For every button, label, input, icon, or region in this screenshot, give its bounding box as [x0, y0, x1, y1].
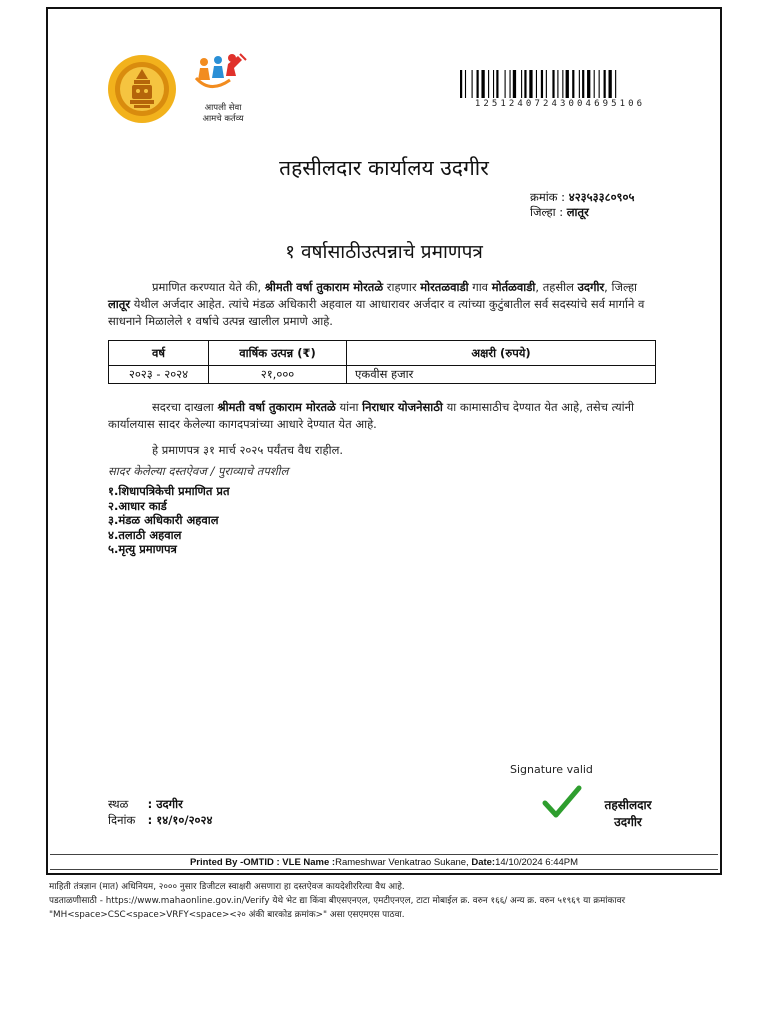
certificate-title: १ वर्षासाठीउत्पन्नाचे प्रमाणपत्र — [285, 241, 483, 263]
intro-text-5: , जिल्हा — [604, 280, 638, 294]
purpose-applicant-name: श्रीमती वर्षा तुकाराम मोरतळे — [217, 400, 336, 414]
barcode-bar — [579, 70, 580, 98]
divider — [50, 869, 718, 870]
barcode-bar — [546, 70, 547, 98]
divider — [50, 854, 718, 855]
barcode-bar — [513, 70, 516, 98]
barcode-bar — [460, 70, 462, 98]
list-item: १.शिधापत्रिकेची प्रमाणित प्रत — [108, 484, 230, 498]
barcode-bar — [557, 70, 558, 98]
serial-label: क्रमांक : — [530, 190, 566, 204]
barcode-bar — [481, 70, 484, 98]
documents-heading: सादर केलेल्या दस्तऐवज / पुराव्याचे तपशील — [108, 464, 289, 478]
serial-value: ४२३५३३८०९०५ — [568, 190, 635, 204]
barcode-bar — [524, 70, 526, 98]
barcode-bar — [594, 70, 595, 98]
brand-caption — [193, 103, 253, 125]
barcode-bar — [566, 70, 569, 98]
taluka-name: उदगीर — [577, 280, 605, 294]
printed-by-name: Rameshwar Venkatrao Sukane, — [335, 857, 469, 868]
barcode-bar — [529, 70, 532, 98]
place-row — [108, 797, 183, 812]
village-name: मोरतळवाडी — [420, 280, 469, 294]
brand-caption-line2: आमचे कर्तव्य — [202, 114, 244, 124]
barcode-bar — [521, 70, 522, 98]
column-header-income: वार्षिक उत्पन्न (₹) — [209, 341, 347, 366]
list-item: २.आधार कार्ड — [108, 498, 167, 513]
validity-text — [108, 442, 658, 459]
barcode-bar — [609, 70, 612, 98]
barcode-bar — [496, 70, 498, 98]
purpose-text-2: यांना — [339, 400, 359, 414]
district-value: लातूर — [566, 205, 589, 219]
barcode-bar — [536, 70, 537, 98]
barcode-bar — [615, 70, 616, 98]
serial-number — [530, 190, 635, 205]
place-label: स्थळ — [108, 797, 129, 811]
purpose-paragraph — [108, 399, 658, 433]
footer-line-3: "MH<space>CSC<space>VRFY<space><२० अंकी बारकोड क्रमांक>" असा एसएमएस पाठवा. — [49, 910, 405, 920]
printed-date-value: 14/10/2024 6:44PM — [495, 857, 579, 868]
barcode-bar — [587, 70, 590, 98]
date-row — [108, 813, 213, 828]
checkmark-icon — [542, 785, 582, 819]
printed-by-line — [50, 857, 718, 868]
footer-line-1: माहिती तंत्रज्ञान (मात) अधिनियम, २००० नुसार डिजीटल स्वाक्षरी असणारा हा दस्तऐवज कायदेशीररित्या वैध आहे. — [49, 882, 405, 892]
intro-text-4: , तहसील — [535, 280, 574, 294]
table-row — [109, 366, 656, 384]
list-item: ५.मृत्यु प्रमाणपत्र — [108, 542, 177, 556]
barcode-bar — [472, 70, 473, 98]
scheme-name: निराधार योजनेसाठी — [362, 400, 443, 414]
barcode-bar — [477, 70, 479, 98]
list-item: ३.मंडळ अधिकारी अहवाल — [108, 513, 219, 527]
column-header-words: अक्षरी (रुपये) — [347, 341, 656, 366]
column-header-year: वर्ष — [109, 341, 209, 366]
intro-paragraph — [108, 279, 658, 330]
signatory-office — [595, 797, 661, 831]
barcode-bar — [510, 70, 511, 98]
intro-text-1: प्रमाणित करण्यात येते की, — [152, 280, 262, 294]
aapli-seva-logo-icon — [190, 50, 250, 95]
footer-line-2: पडताळणीसाठी - https://www.mahaonline.gov.in/Verify येथे भेट द्या किंवा बीएसएनएल, एमटीएनएल, टाटा मोबाईल क्र. वरुन १६६/ अन्य क्र. वरुन ५१९६९ या क्रमांकावर — [49, 896, 626, 906]
purpose-text-1: सदरचा दाखला — [152, 400, 214, 414]
date-value: : १४/१०/२०२४ — [147, 813, 213, 827]
validity-statement: हे प्रमाणपत्र ३१ मार्च २०२५ पर्यंतच वैध राहील. — [152, 443, 344, 457]
district-row — [530, 205, 589, 220]
income-table-header — [109, 341, 656, 366]
signature-valid-label: Signature valid — [510, 763, 593, 776]
government-seal-icon — [106, 53, 178, 125]
barcode-bar — [465, 70, 466, 98]
purpose-text-3: या कामासाठीच देण्यात येत आहे, तसेच त्यांनी कार्यालयास सादर केलेल्या कागदपत्रांच्या आधारे देण्यात येत आहे. — [108, 400, 635, 431]
cell-year: २०२३ - २०२४ — [109, 366, 209, 384]
barcode-bar — [488, 70, 489, 98]
printed-by-label: Printed By -OMTID : VLE Name : — [189, 857, 336, 868]
cell-income: २१,००० — [209, 366, 347, 384]
barcode-number: 1251240724300469510​6 — [474, 99, 646, 109]
list-item: ४.तलाठी अहवाल — [108, 527, 182, 542]
office-title: तहसीलदार कार्यालय उदगीर — [279, 156, 489, 180]
intro-text-2: राहणार — [386, 280, 417, 294]
documents-list — [108, 484, 230, 557]
barcode-bar — [604, 70, 606, 98]
barcode-bar — [582, 70, 584, 98]
brand-caption-line1: आपली सेवा — [204, 103, 242, 113]
signatory-place: उदगीर — [614, 815, 642, 829]
signatory-title: तहसीलदार — [604, 798, 652, 812]
barcode-bar — [562, 70, 563, 98]
barcode-bar — [493, 70, 494, 98]
certificate-frame — [46, 7, 722, 875]
district-name: लातूर — [108, 297, 131, 311]
barcode-bar — [541, 70, 543, 98]
barcode-bar — [505, 70, 506, 98]
intro-text-6: येथील अर्जदार आहेत. त्यांचे मंडळ अधिकारी अहवाल या आधारावर अर्जदार व त्यांच्या कुटुंबातील सर्व सदस्यांचे सर्व मार्गाने व साधनाने मिळालेले १ वर्षाचे उत्पन्न खालील प्रमाणे आहे. — [108, 297, 645, 328]
barcode-bar — [552, 70, 554, 98]
village-name-2: मोर्तळवाडी — [491, 280, 536, 294]
district-label: जिल्हा : — [530, 205, 564, 219]
applicant-name: श्रीमती वर्षा तुकाराम मोरतळे — [264, 280, 384, 294]
barcode-bar — [599, 70, 600, 98]
barcode-bar — [572, 70, 574, 98]
barcode — [460, 70, 660, 98]
place-value: : उदगीर — [147, 797, 183, 811]
printed-date-label: Date: — [471, 857, 496, 868]
cell-income-words: एकवीस हजार — [347, 366, 656, 384]
date-label: दिनांक — [108, 813, 136, 827]
income-table — [108, 340, 656, 384]
intro-text-3: गाव — [472, 280, 489, 294]
